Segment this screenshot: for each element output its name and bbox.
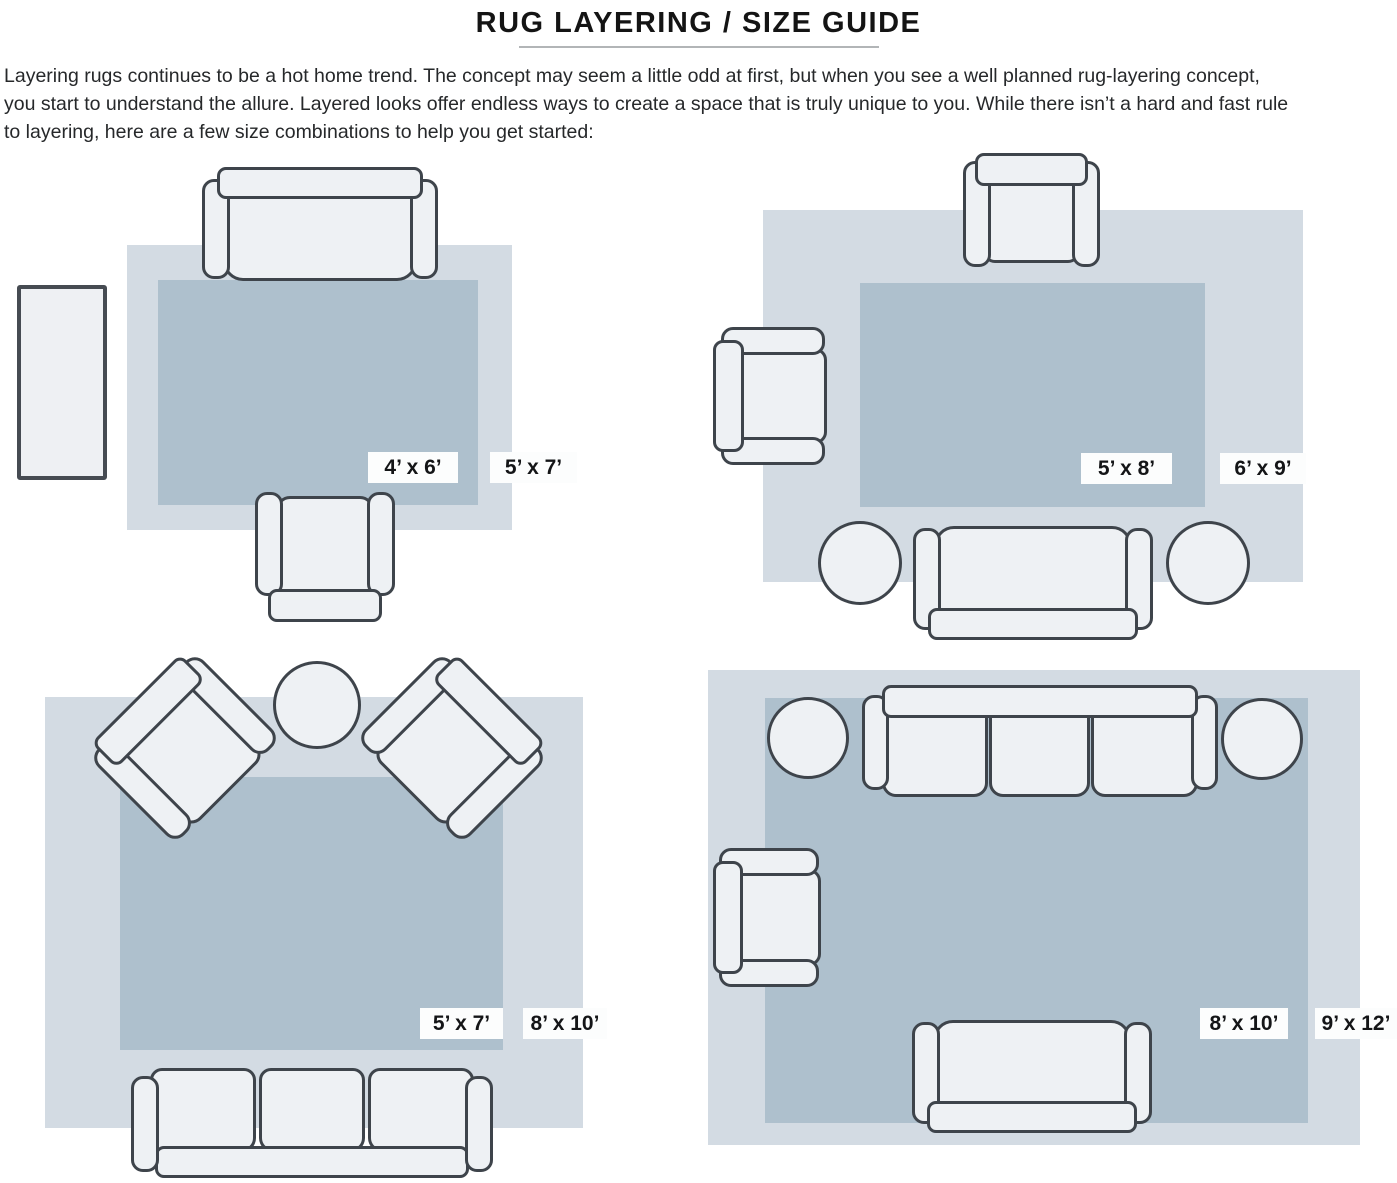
round-side-table-left: [767, 697, 849, 779]
sofa-facing-down: [202, 167, 438, 285]
armchair-facing-up: [255, 492, 395, 622]
intro-line-3: to layering, here are a few size combinations to help you get started:: [4, 121, 594, 143]
loveseat-back: [927, 1101, 1137, 1133]
intro-line-1: Layering rugs continues to be a hot home trend. The concept may seem a little odd at first, but when you see a well planned rug-layering concept,: [4, 65, 1260, 87]
armchair-facing-right: [713, 327, 831, 465]
sofa-cushion-3: [1091, 711, 1198, 797]
sofa-seat: [934, 526, 1132, 620]
diagram-bottom-right: [697, 645, 1397, 1183]
diagram-bottom-left: [0, 645, 700, 1183]
outer-rug-size-label: 6’ x 9’: [1220, 453, 1306, 484]
console-table: [17, 285, 107, 480]
armchair-facing-right: [713, 848, 825, 987]
sofa-cushion-1: [150, 1068, 256, 1152]
armchair-seat: [731, 348, 827, 444]
armchair-seat: [276, 496, 374, 602]
sofa-back: [928, 608, 1138, 640]
sofa-cushion-2: [989, 711, 1090, 797]
sofa-facing-up: [913, 522, 1153, 640]
sofa-seat: [223, 189, 417, 281]
armchair-back: [713, 861, 743, 974]
sofa-cushion-2: [259, 1068, 365, 1152]
outer-rug-size-label: 9’ x 12’: [1315, 1008, 1397, 1039]
sofa-back: [155, 1146, 469, 1178]
round-side-table-right: [1221, 698, 1303, 780]
sofa-back: [882, 685, 1198, 718]
intro-paragraph: [4, 62, 1288, 146]
sofa-cushion-1: [882, 711, 988, 797]
three-seat-sofa-facing-up: [131, 1068, 493, 1180]
page-title: RUG LAYERING / SIZE GUIDE: [475, 7, 922, 39]
outer-rug-size-label: 5’ x 7’: [490, 452, 577, 483]
sofa-back: [217, 167, 423, 199]
loveseat-facing-up: [912, 1017, 1152, 1133]
sofa-arm-left: [131, 1076, 159, 1172]
inner-rug-size-label: 8’ x 10’: [1200, 1008, 1288, 1039]
diagram-top-left: [0, 145, 700, 645]
loveseat-seat: [933, 1020, 1131, 1113]
round-table: [273, 661, 361, 749]
intro-line-2: you start to understand the allure. Layered looks offer endless ways to create a space that is truly unique to you. While there isn’t a hard and fast rule: [4, 93, 1289, 115]
sofa-cushion-3: [368, 1068, 474, 1152]
inner-rug-size-label: 4’ x 6’: [368, 452, 458, 483]
armchair-arm-left: [255, 492, 283, 596]
armchair-back: [268, 589, 382, 622]
three-seat-sofa-facing-down: [862, 685, 1218, 798]
sofa-arm-right: [465, 1076, 493, 1172]
armchair-back: [975, 153, 1088, 186]
inner-rug-size-label: 5’ x 8’: [1081, 453, 1172, 484]
outer-rug-size-label: 8’ x 10’: [523, 1008, 607, 1039]
inner-rug-size-label: 5’ x 7’: [420, 1008, 503, 1039]
round-side-table-left: [818, 521, 902, 605]
diagram-top-right: [700, 145, 1397, 645]
armchair-facing-down: [963, 153, 1100, 267]
armchair-back: [713, 340, 744, 452]
armchair-arm-right: [367, 492, 395, 596]
round-side-table-right: [1166, 521, 1250, 605]
title-divider: [519, 46, 879, 48]
